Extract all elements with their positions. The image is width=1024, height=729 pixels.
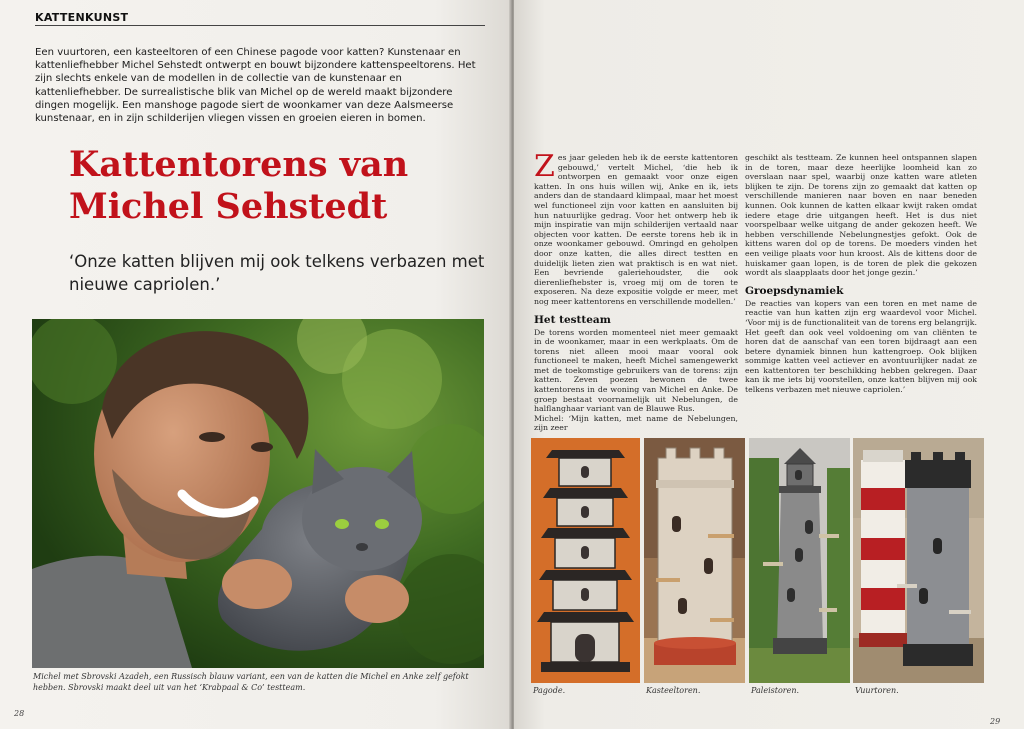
- right-page: [514, 0, 1024, 729]
- page-number-right: 29: [990, 717, 1001, 726]
- caption-kasteeltoren: Kasteeltoren.: [646, 686, 701, 695]
- photo-caption: Michel met Sbrovski Azadeh, een Russisch blauw variant, een van de katten die Michel en Anke zelf gefokt hebben. Sbrovski maakt deel uit van het ‘Krabpaal & Co’ testteam.: [33, 672, 469, 692]
- paleistoren-illustration: [749, 438, 850, 683]
- col2-paragraph-2: De reacties van kopers van een toren en met name de reactie van hun katten zijn erg waardevol voor Michel. ‘Voor mij is de functionaliteit van de torens erg belangrijk. Het geeft dan ook veel voldoening om van cliënten te horen dat de aanschaf van een toren bijdraagt aan een betere dynamiek binnen hun kattengroep. Ook blijken sommige katten veel actiever en avontuurlijker nadat ze een kattentoren ter beschikking hebben gekregen. Daar kan ik me iets bij voorstellen, onze katten blijven mij ook telkens verbazen met nieuwe capriolen.’: [745, 298, 977, 395]
- pagode-illustration: [531, 438, 640, 683]
- caption-paleistoren: Paleistoren.: [751, 686, 800, 695]
- article-column-2: [745, 153, 977, 395]
- photo-vuurtoren: [853, 438, 984, 683]
- col2-paragraph-1: geschikt als testteam. Ze kunnen heel ontspannen slapen in de toren, maar deze heerlijke loomheid kan zo overslaan naar spel, waarbij onze katten ware atleten blijken te zijn. De torens zijn zo gemaakt dat katten op verschillende manieren naar boven en naar beneden kunnen. Ook kunnen de katten elkaar kwijt raken omdat iedere etage drie uitgangen heeft. Het is dus niet voorspelbaar welke uitgang de ander gekozen heeft. We hebben verschillende Nebelungnestjes gefokt. Ook de kittens waren dol op de torens. De moeders vinden het een veilige plaats voor hun kroost. Als de kittens door de huiskamer gaan lopen, is de toren de plek die gekozen wordt als slaapplaats door het jonge gezin.’: [745, 153, 977, 278]
- hero-photo-illustration: [32, 319, 484, 668]
- headline: [69, 144, 469, 228]
- drop-cap: Z: [534, 149, 555, 184]
- section-rule: [35, 25, 485, 26]
- section-label: KATTENKUNST: [35, 11, 129, 24]
- col1-paragraph-3: Michel: ‘Mijn katten, met name de Nebelungen, zijn zeer: [534, 413, 738, 433]
- col1-paragraph-1: es jaar geleden heb ik de eerste kattentoren gebouwd,’ vertelt Michel, ‘die heb ik ontworpen en gemaakt voor onze eigen katten. In ons huis willen wij, Anke en ik, iets anders dan de standaard klimpaal, maar het moest wel functioneel zijn voor katten en aansluiten bij hun natuurlijke gedrag. Voor het ontwerp heb ik mijn inspiratie van mijn schilderijen vertaald naar objecten voor katten. De eerste torens heb ik in onze woonkamer gebouwd. Omringd en geholpen door onze katten, die alles direct testten en duidelijk lieten zien wat praktisch is en wat niet. Een bevriende galeriehoudster, die ook dierenliefhebster is, vroeg mij om de toren te exposeren. Na deze expositie volgde er meer, met nog meer kattentorens en verschillende modellen.’: [534, 153, 738, 306]
- intro-paragraph: Een vuurtoren, een kasteeltoren of een Chinese pagode voor katten? Kunstenaar en kattenliefhebber Michel Sehstedt ontwerpt en bouwt bijzondere kattenspeeltorens. Het zijn slechts enkele van de modellen in de collectie van de kunstenaar en kattenliefhebber. De surrealistische blik van Michel op de wereld maakt bijzondere dingen mogelijk. Een manshoge pagode siert de woonkamer van deze Aalsmeerse kunstenaar, en in zijn schilderijen vliegen vissen en groeien eieren in bomen.: [35, 47, 476, 125]
- photo-paleistoren: [749, 438, 850, 683]
- col1-paragraph-2: De torens worden momenteel niet meer gemaakt in de woonkamer, maar in een werkplaats. Om de torens niet alleen mooi maar vooral ook functioneel te maken, heeft Michel samengewerkt met de toekomstige gebruikers van de torens: zijn katten. Zeven poezen bewonen de twee kattentorens in de woning van Michel en Anke. De groep bestaat voornamelijk uit Nebelungen, de halflanghaar variant van de Blauwe Rus.: [534, 327, 738, 414]
- hero-photo-man-with-cat: [32, 319, 484, 668]
- pull-quote: ‘Onze katten blijven mij ook telkens verbazen met nieuwe capriolen.’: [69, 252, 485, 294]
- caption-vuurtoren: Vuurtoren.: [855, 686, 899, 695]
- heading-groepsdynamiek: Groepsdynamiek: [745, 284, 844, 297]
- photo-kasteeltoren: [644, 438, 745, 683]
- headline-line-2: Michel Sehstedt: [69, 186, 388, 227]
- headline-line-1: Kattentorens van: [69, 144, 409, 185]
- kasteeltoren-illustration: [644, 438, 745, 683]
- article-column-1: [534, 149, 738, 433]
- caption-pagode: Pagode.: [533, 686, 566, 695]
- vuurtoren-illustration: [853, 438, 984, 683]
- page-number-left: 28: [14, 709, 25, 718]
- heading-het-testteam: Het testteam: [534, 313, 611, 326]
- photo-pagode: [531, 438, 640, 683]
